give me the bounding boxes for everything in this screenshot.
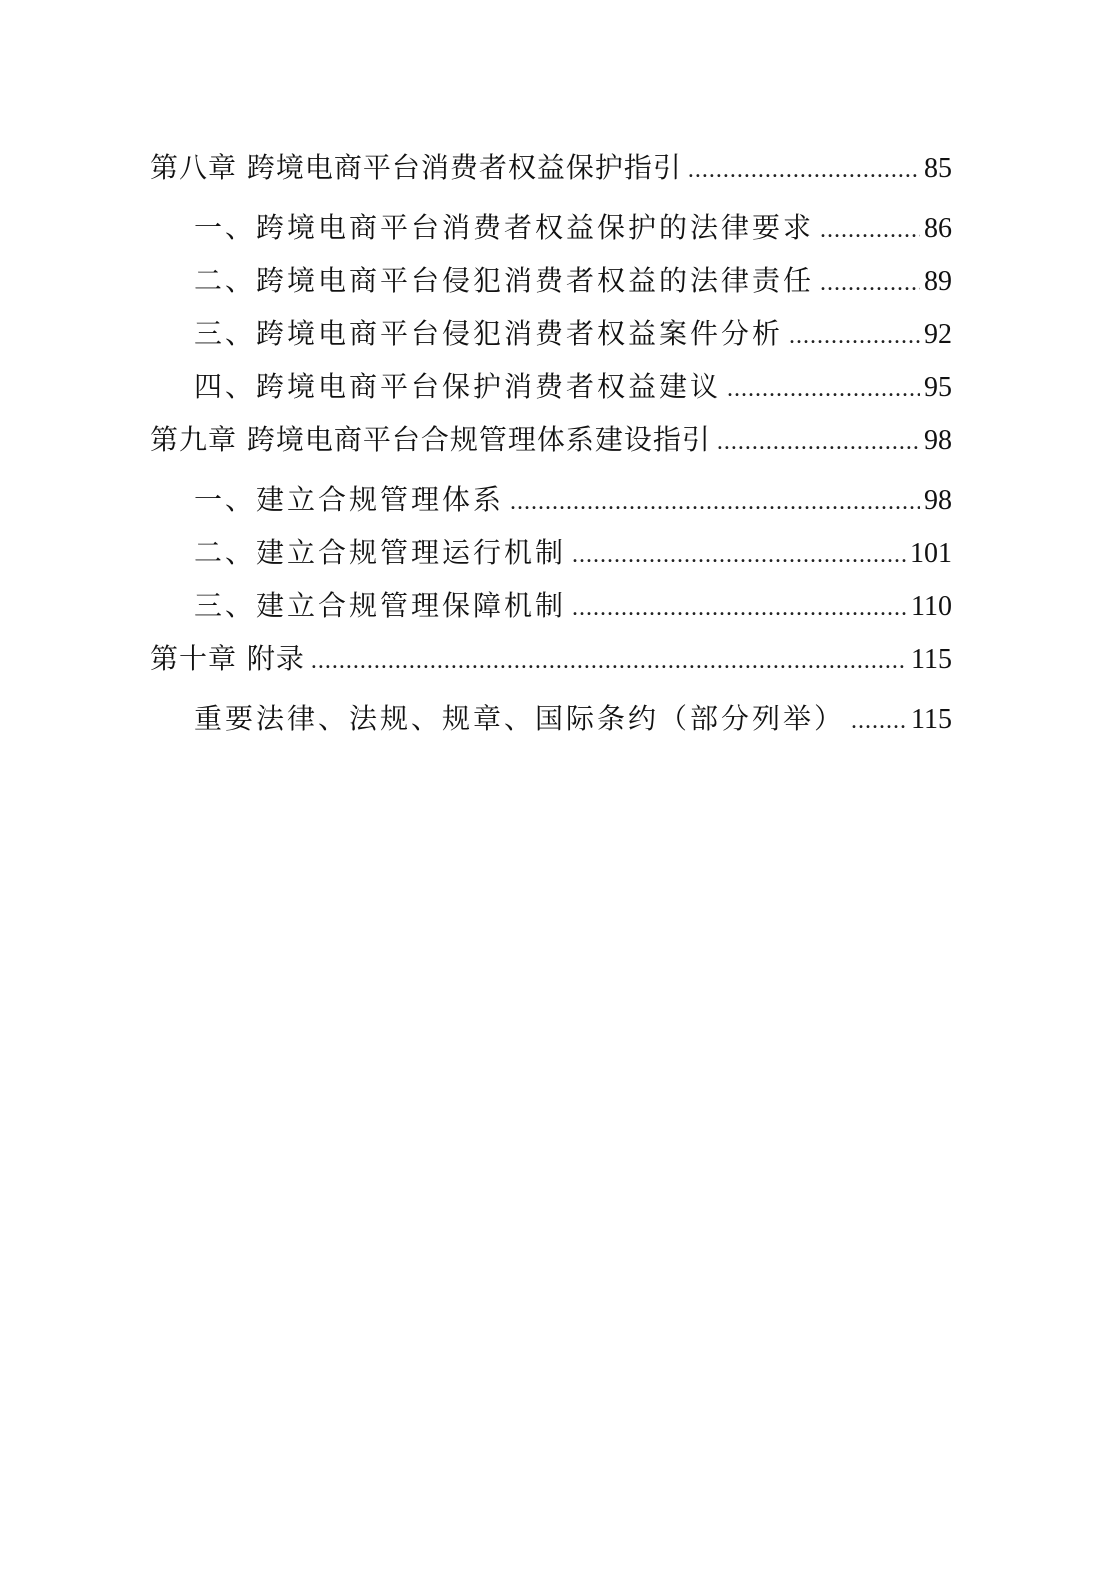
dot-leader xyxy=(820,217,920,244)
toc-entry-chapter-8[interactable] xyxy=(150,146,952,200)
toc-entry-title: 三、跨境电商平台侵犯消费者权益案件分析 xyxy=(194,317,784,350)
toc-entry-page-number: 115 xyxy=(911,644,952,675)
dot-leader xyxy=(820,270,920,297)
toc-entry-title: 二、建立合规管理运行机制 xyxy=(194,536,567,569)
toc-entry-title: 一、跨境电商平台消费者权益保护的法律要求 xyxy=(194,211,815,244)
toc-entry-page-number: 85 xyxy=(924,153,952,184)
dot-leader xyxy=(717,429,920,456)
toc-entry-title: 第九章 跨境电商平台合规管理体系建设指引 xyxy=(150,423,711,456)
toc-entry-section[interactable] xyxy=(150,697,952,750)
dot-leader xyxy=(789,323,920,350)
toc-entry-section[interactable] xyxy=(150,478,952,531)
toc-entry-page-number: 101 xyxy=(910,538,952,569)
toc-entry-title: 重要法律、法规、规章、国际条约（部分列举） xyxy=(194,702,846,735)
dot-leader xyxy=(311,648,907,675)
toc-entry-title: 第十章 附录 xyxy=(150,642,305,675)
toc-entry-title: 四、跨境电商平台保护消费者权益建议 xyxy=(194,370,722,403)
dot-leader xyxy=(727,376,920,403)
toc-entry-chapter-9[interactable] xyxy=(150,418,952,472)
dot-leader xyxy=(510,489,920,516)
dot-leader xyxy=(572,595,907,622)
toc-entry-page-number: 110 xyxy=(911,591,952,622)
toc-entry-page-number: 95 xyxy=(924,372,952,403)
dot-leader xyxy=(688,157,920,184)
toc-entry-title: 第八章 跨境电商平台消费者权益保护指引 xyxy=(150,151,682,184)
toc-entry-chapter-10[interactable] xyxy=(150,637,952,691)
toc-entry-section[interactable] xyxy=(150,312,952,365)
toc-entry-title: 二、跨境电商平台侵犯消费者权益的法律责任 xyxy=(194,264,815,297)
toc-entry-page-number: 89 xyxy=(924,266,952,297)
toc-entry-title: 三、建立合规管理保障机制 xyxy=(194,589,567,622)
toc-entry-section[interactable] xyxy=(150,259,952,312)
toc-entry-page-number: 115 xyxy=(911,704,952,735)
toc-entry-title: 一、建立合规管理体系 xyxy=(194,483,505,516)
toc-entry-page-number: 98 xyxy=(924,425,952,456)
toc-entry-section[interactable] xyxy=(150,365,952,418)
toc-entry-page-number: 98 xyxy=(924,485,952,516)
toc-entry-page-number: 86 xyxy=(924,213,952,244)
toc-entry-section[interactable] xyxy=(150,531,952,584)
toc-entry-section[interactable] xyxy=(150,584,952,637)
toc-entry-section[interactable] xyxy=(150,206,952,259)
toc-entry-page-number: 92 xyxy=(924,319,952,350)
dot-leader xyxy=(572,542,906,569)
table-of-contents xyxy=(150,146,952,750)
dot-leader xyxy=(851,708,907,735)
